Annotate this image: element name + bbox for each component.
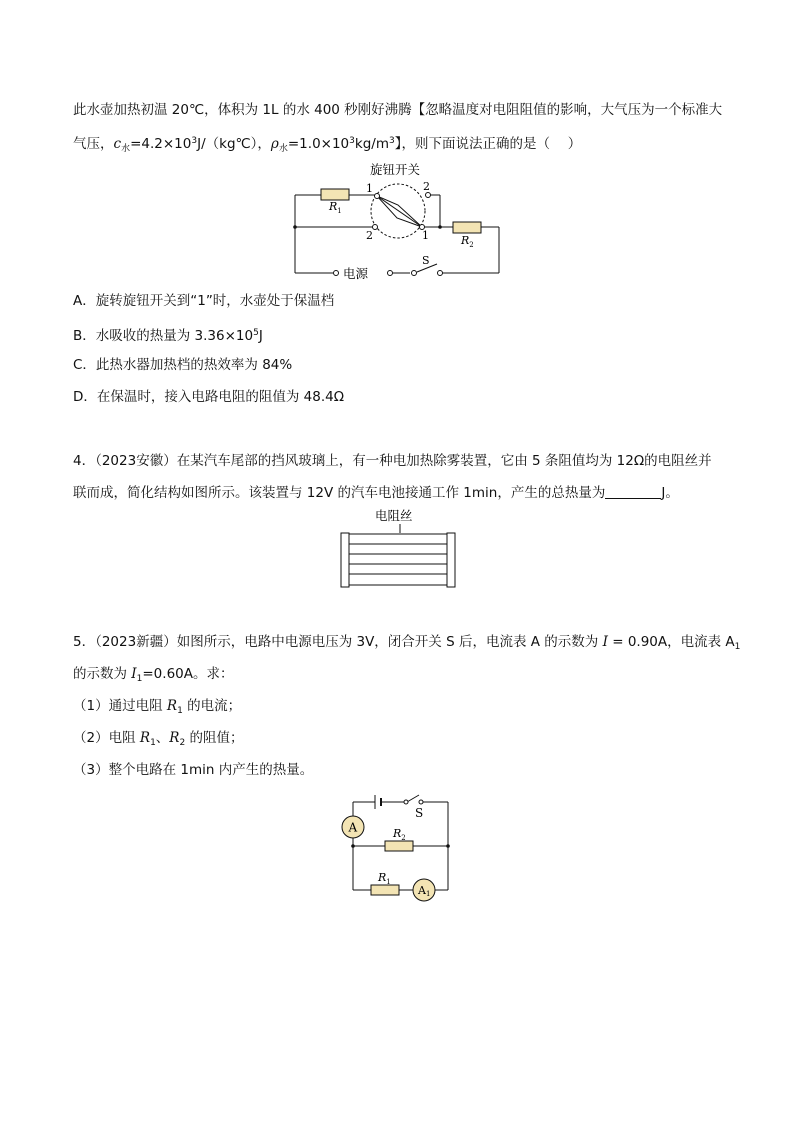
symbol-i: I (602, 634, 608, 650)
r1-label: $R_1$ (329, 200, 342, 215)
r2-label: $R_2$ (461, 234, 474, 249)
text-fragment: （2）电阻 (73, 730, 140, 746)
q3-option-b (73, 323, 263, 346)
q5-text-line-1 (73, 632, 740, 657)
q3-text-line-1: 此水壶加热初温 20℃，体积为 1L 的水 400 秒刚好沸腾【忽略温度对电阻阻值的影响，大气压为一个标准大 (73, 102, 723, 118)
text-fragment: J (258, 328, 263, 344)
ammeter-a-label: A (348, 820, 358, 835)
resistor-r2 (385, 841, 413, 851)
text-fragment: 、 (155, 730, 170, 746)
text-fragment: 】，则下面说法正确的是（ ） (394, 136, 582, 152)
q3-option-a: A．旋转旋钮开关到“1”时，水壶处于保温档 (73, 293, 335, 309)
terminal-label: 2 (423, 180, 430, 193)
wire-frame (349, 534, 447, 585)
superscript: 3 (388, 136, 395, 146)
symbol-r: R (169, 730, 180, 746)
text-fragment: 的示数为 (73, 666, 132, 682)
rotary-switch-axis (377, 196, 422, 227)
text-fragment: =4.2×10 (130, 136, 192, 152)
subscript-water: 水 (121, 144, 131, 154)
subscript: 1 (734, 642, 741, 652)
q3-option-d: D．在保温时，接入电路电阻的阻值为 48.4Ω (73, 389, 345, 405)
symbol-r: R (166, 698, 178, 714)
superscript: 5 (253, 328, 259, 338)
terminal-2-bottom (373, 225, 378, 230)
text-fragment: 5．（2023新疆）如图所示，电路中电源电压为 3V，闭合开关 S 后，电流表 A 的示数为 (73, 634, 603, 650)
switch-terminal (404, 800, 408, 804)
terminal-2-top (426, 193, 431, 198)
text-fragment: kg/m (354, 136, 389, 152)
ammeter-a1-label: A1 (418, 884, 431, 898)
q4-text-line-1: 4．（2023安徽）在某汽车尾部的挡风玻璃上，有一种电加热除雾装置，它由 5 条阻值均为 12Ω的电阻丝并 (73, 453, 712, 469)
superscript: 3 (349, 136, 355, 146)
symbol-i: I (131, 666, 137, 682)
switch-s-label: S (415, 806, 424, 820)
symbol-r: R (139, 730, 151, 746)
resistor-r2 (453, 222, 481, 233)
q3-text-line-2 (73, 131, 581, 159)
power-source-label: 电源 (343, 266, 369, 281)
superscript: 3 (191, 136, 198, 146)
terminal-1-top (375, 194, 380, 199)
subscript: 1 (150, 738, 156, 748)
text-fragment: =0.60A。求： (142, 666, 234, 682)
q5-sub-question-1 (73, 696, 241, 721)
rotary-switch-label: 旋钮开关 (370, 162, 421, 177)
q5-sub-question-2 (73, 728, 244, 753)
right-electrode (447, 533, 455, 587)
text-fragment: B．水吸收的热量为 3.36×10 (73, 328, 254, 344)
text-fragment: （1）通过电阻 (73, 698, 167, 714)
q3-circuit-diagram (285, 160, 510, 282)
text-fragment: 气压， (73, 136, 114, 152)
q3-option-c: C．此热水器加热档的热效率为 84% (73, 357, 293, 373)
subscript: 1 (177, 706, 183, 716)
left-electrode (341, 533, 349, 587)
symbol-rho: ρ (270, 136, 279, 152)
resistor-r1 (321, 189, 349, 200)
q5-text-line-2 (73, 664, 233, 689)
r1-label: $R_1$ (378, 871, 391, 886)
subscript: 1 (136, 674, 143, 684)
source-terminal-left (334, 271, 339, 276)
text-fragment: 的电流； (182, 698, 242, 714)
junction-dot (351, 844, 355, 848)
text-fragment: = 0.90A，电流表 A (607, 634, 735, 650)
subscript: 2 (179, 738, 186, 748)
text-fragment: 的阻值； (185, 730, 244, 746)
junction-dot (438, 225, 442, 229)
subscript-water: 水 (278, 144, 288, 154)
switch-terminal (419, 800, 423, 804)
text-fragment: J。 (661, 485, 679, 501)
switch-s-label: S (422, 254, 430, 267)
q4-text-line-2 (73, 483, 679, 503)
answer-blank[interactable] (605, 484, 661, 499)
q5-circuit-diagram (335, 788, 460, 904)
source-terminal-right (388, 271, 393, 276)
text-fragment: =1.0×10 (287, 136, 350, 152)
terminal-label: 1 (366, 182, 373, 195)
terminal-label: 2 (366, 229, 373, 242)
text-fragment: J/（kg℃）， (197, 136, 271, 152)
symbol-c: c (113, 136, 122, 152)
switch-terminal-right (438, 271, 443, 276)
r2-label: $R_2$ (393, 827, 406, 842)
resistor-r1 (371, 885, 399, 895)
q5-sub-question-3: （3）整个电路在 1min 内产生的热量。 (73, 762, 314, 778)
junction-dot (446, 844, 450, 848)
switch-terminal-left (412, 271, 417, 276)
heating-wire-label: 电阻丝 (375, 508, 413, 523)
text-fragment: 联而成，简化结构如图所示。该装置与 12V 的汽车电池接通工作 1min，产生的总热量为 (73, 485, 606, 501)
q4-heating-wire-diagram (335, 506, 465, 590)
junction-dot (293, 225, 297, 229)
terminal-label: 1 (422, 229, 429, 242)
